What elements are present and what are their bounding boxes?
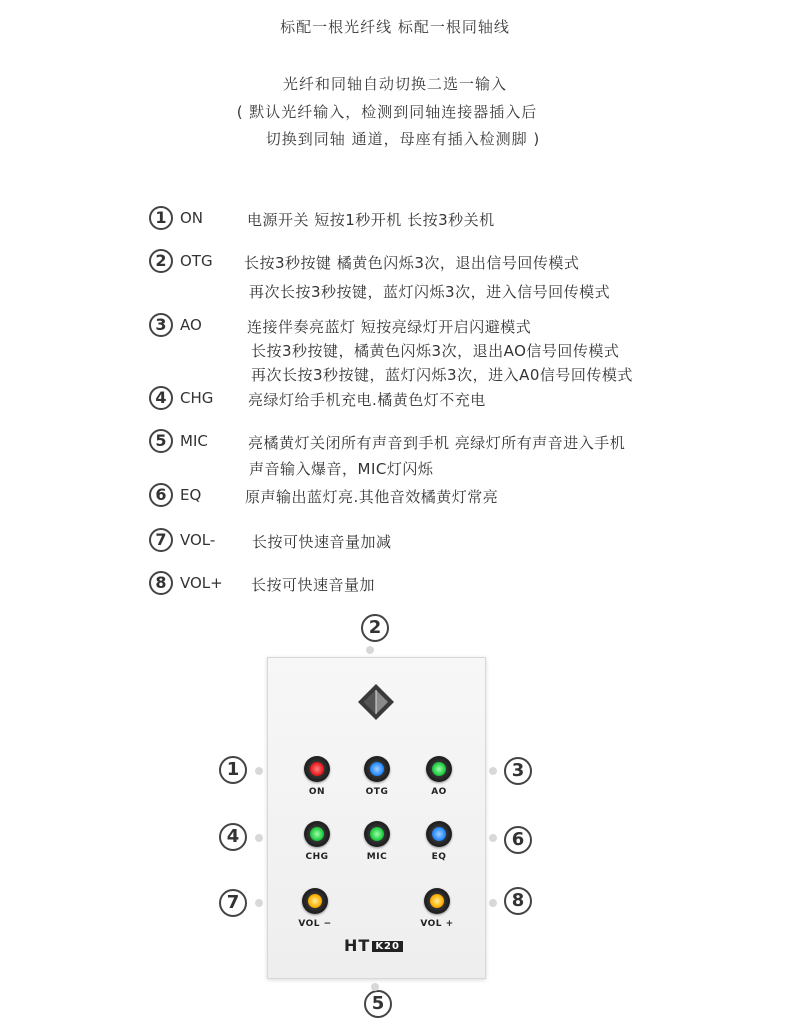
item-number-6: 6 bbox=[149, 483, 173, 507]
brand-mark bbox=[344, 936, 403, 955]
callout-6: 6 bbox=[504, 826, 532, 854]
item-number-8: 8 bbox=[149, 571, 173, 595]
header-line-4: 切换到同轴 通道，母座有插入检测脚 ) bbox=[265, 130, 541, 148]
item-desc-on-1: 电源开关 短按1秒开机 长按3秒关机 bbox=[247, 211, 495, 229]
callout-5: 5 bbox=[364, 990, 392, 1018]
item-desc-chg-1: 亮绿灯给手机充电.橘黄色灯不充电 bbox=[248, 391, 486, 409]
mic-button[interactable] bbox=[364, 821, 390, 847]
otg-led bbox=[370, 762, 384, 776]
callout-dot bbox=[255, 899, 263, 907]
callout-3: 3 bbox=[504, 757, 532, 785]
ao-led bbox=[432, 762, 446, 776]
eq-label: EQ bbox=[431, 852, 447, 862]
mic-led bbox=[370, 827, 384, 841]
item-desc-eq-1: 原声输出蓝灯亮.其他音效橘黄灯常亮 bbox=[245, 488, 499, 506]
header-line-1: 标配一根光纤线 标配一根同轴线 bbox=[280, 18, 510, 36]
item-number-7: 7 bbox=[149, 528, 173, 552]
item-desc-ao-3: 再次长按3秒按键，蓝灯闪烁3次，进入A0信号回传模式 bbox=[251, 366, 633, 384]
on-button[interactable] bbox=[304, 756, 330, 782]
callout-4: 4 bbox=[219, 823, 247, 851]
item-label-eq: EQ bbox=[180, 486, 202, 504]
callout-dot bbox=[489, 834, 497, 842]
callout-dot bbox=[489, 767, 497, 775]
item-number-2: 2 bbox=[149, 249, 173, 273]
ao-label: AO bbox=[431, 787, 447, 797]
vol-minus-button[interactable] bbox=[302, 888, 328, 914]
callout-dot bbox=[255, 834, 263, 842]
on-led bbox=[310, 762, 324, 776]
callout-1: 1 bbox=[219, 756, 247, 784]
otg-button[interactable] bbox=[364, 756, 390, 782]
item-label-ao: AO bbox=[180, 316, 202, 334]
item-label-on: ON bbox=[180, 209, 204, 227]
item-desc-vol-plus-1: 长按可快速音量加 bbox=[251, 576, 376, 594]
item-desc-mic-1: 亮橘黄灯关闭所有声音到手机 亮绿灯所有声音进入手机 bbox=[248, 434, 626, 452]
item-desc-vol-minus-1: 长按可快速音量加减 bbox=[252, 533, 392, 551]
item-desc-ao-2: 长按3秒按键，橘黄色闪烁3次，退出AO信号回传模式 bbox=[251, 342, 620, 360]
callout-8: 8 bbox=[504, 887, 532, 915]
brand-badge: K20 bbox=[372, 941, 403, 952]
item-desc-mic-2: 声音输入爆音，MIC灯闪烁 bbox=[249, 460, 434, 478]
on-label: ON bbox=[308, 787, 326, 797]
chg-label: CHG bbox=[305, 852, 329, 862]
chg-button[interactable] bbox=[304, 821, 330, 847]
vol-minus-label: VOL − bbox=[298, 919, 332, 929]
vol-plus-label: VOL + bbox=[420, 919, 454, 929]
item-desc-otg-2: 再次长按3秒按键，蓝灯闪烁3次，进入信号回传模式 bbox=[249, 283, 611, 301]
item-number-1: 1 bbox=[149, 206, 173, 230]
item-number-5: 5 bbox=[149, 429, 173, 453]
item-number-3: 3 bbox=[149, 313, 173, 337]
vol-plus-button[interactable] bbox=[424, 888, 450, 914]
item-label-vol-minus: VOL- bbox=[180, 531, 216, 549]
item-label-chg: CHG bbox=[180, 389, 214, 407]
header-line-3: ( 默认光纤输入，检测到同轴连接器插入后 bbox=[236, 103, 538, 121]
callout-dot bbox=[366, 646, 374, 654]
otg-label: OTG bbox=[365, 787, 389, 797]
vol-plus-led bbox=[430, 894, 444, 908]
mic-label: MIC bbox=[366, 852, 388, 862]
item-label-vol-plus: VOL+ bbox=[180, 574, 223, 592]
item-label-mic: MIC bbox=[180, 432, 208, 450]
callout-dot bbox=[489, 899, 497, 907]
chg-led bbox=[310, 827, 324, 841]
item-desc-ao-1: 连接伴奏亮蓝灯 短按亮绿灯开启闪避模式 bbox=[247, 318, 532, 336]
item-label-otg: OTG bbox=[180, 252, 213, 270]
brand-text: HT bbox=[344, 936, 371, 955]
header-line-2: 光纤和同轴自动切换二选一输入 bbox=[282, 75, 507, 93]
vol-minus-led bbox=[308, 894, 322, 908]
callout-dot bbox=[371, 983, 379, 991]
item-number-4: 4 bbox=[149, 386, 173, 410]
eq-button[interactable] bbox=[426, 821, 452, 847]
item-desc-otg-1: 长按3秒按键 橘黄色闪烁3次，退出信号回传模式 bbox=[244, 254, 580, 272]
ao-button[interactable] bbox=[426, 756, 452, 782]
brand-logo-icon bbox=[356, 682, 396, 722]
callout-7: 7 bbox=[219, 889, 247, 917]
eq-led bbox=[432, 827, 446, 841]
callout-dot bbox=[255, 767, 263, 775]
device-panel bbox=[267, 657, 486, 979]
callout-2: 2 bbox=[361, 614, 389, 642]
